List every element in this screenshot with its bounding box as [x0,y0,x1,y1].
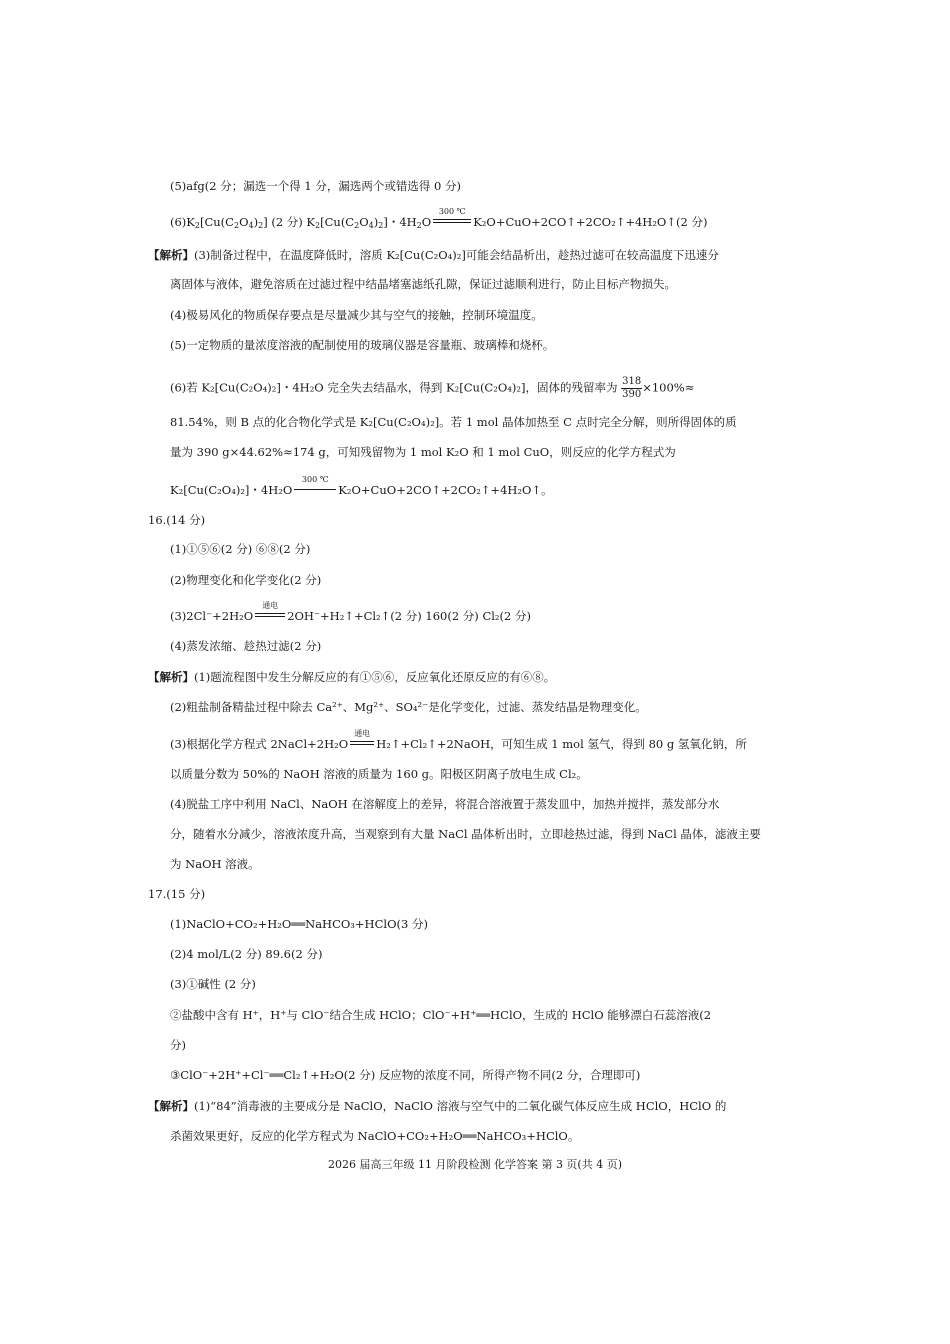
q17-analysis-line2: 杀菌效果更好，反应的化学方程式为 NaClO+CO₂+H₂O══NaHCO₃+HClO。 [170,1129,580,1143]
q15-analysis-line2: 离固体与液体，避免溶质在过滤过程中结晶堵塞滤纸孔隙，保证过滤顺利进行，防止目标产物损失。 [170,277,676,291]
q15-analysis-line7: 量为 390 g×44.62%≈174 g，可知残留物为 1 mol K₂O 和 1 mol CuO，则反应的化学方程式为 [170,445,676,459]
residue-fraction: $\frac{318}{390}$ [622,376,642,400]
q15-analysis-line4: (5)一定物质的量浓度溶液的配制使用的玻璃仪器是容量瓶、玻璃棒和烧杯。 [170,338,555,352]
q16-analysis-line5: (4)脱盐工序中利用 NaCl、NaOH 在溶解度上的差异，将混合溶液置于蒸发皿中，加热并搅拌，蒸发部分水 [170,797,720,811]
analysis-label: 【解析】 [148,248,194,262]
q15-analysis-line3: (4)极易风化的物质保存要点是尽量减少其与空气的接触，控制环境温度。 [170,308,543,322]
q15-analysis-line5: (6)若 K₂[Cu(C₂O₄)₂]・4H₂O 完全失去结晶水，得到 K₂[Cu(C₂O₄)₂]，固体的残留率为 $\frac{318}{390}$ ×100%≈ [170,376,695,400]
reaction-condition: 300 ℃ [292,482,338,498]
q17-analysis-line1: 【解析】(1)“84”消毒液的主要成分是 NaClO，NaClO 溶液与空气中的二氧化碳气体反应生成 HClO，HClO 的 [148,1099,727,1113]
q17-part5: ③ClO⁻+2H⁺+Cl⁻══Cl₂↑+H₂O(2 分) 反应物的浓度不同，所得产物不同(2 分，合理即可) [170,1068,641,1082]
q16-header: 16.(14 分) [148,513,206,527]
q17-part4-cont: 分) [170,1038,186,1052]
q16-part2: (2)物理变化和化学变化(2 分) [170,573,322,587]
q17-part1: (1)NaClO+CO₂+H₂O══NaHCO₃+HClO(3 分) [170,917,428,931]
q17-part4: ②盐酸中含有 H⁺，H⁺与 ClO⁻结合生成 HClO；ClO⁻+H⁺══HClO，生成的 HClO 能够漂白石蕊溶液(2 [170,1008,712,1022]
reaction-condition: 通电 [253,608,287,624]
q15-analysis-line1: 【解析】(3)制备过程中，在温度降低时，溶质 K₂[Cu(C₂O₄)₂]可能会结晶析出，趁热过滤可在较高温度下迅速分 [148,248,719,262]
q16-analysis-line6: 分，随着水分减少，溶液浓度升高，当观察到有大量 NaCl 晶体析出时，立即趁热过滤，得到 NaCl 晶体，滤液主要 [170,827,761,841]
q16-analysis-line7: 为 NaOH 溶液。 [170,857,260,871]
reaction-condition: 通电 [348,736,376,752]
q16-analysis-line1: 【解析】(1)题流程图中发生分解反应的有①⑤⑥，反应氧化还原反应的有⑥⑧。 [148,670,556,684]
q15-analysis-line8: K₂[Cu(C₂O₄)₂]・4H₂O 300 ℃ K₂O+CuO+2CO↑+2CO₂↑+4H₂O↑。 [170,475,553,497]
q17-part2: (2)4 mol/L(2 分) 89.6(2 分) [170,947,323,961]
analysis-label: 【解析】 [148,1099,194,1113]
analysis-label: 【解析】 [148,670,194,684]
page-footer: 2026 届高三年级 11 月阶段检测 化学答案 第 3 页(共 4 页) [327,1158,623,1171]
q16-analysis-line3: (3)根据化学方程式 2NaCl+2H₂O 通电 H₂↑+Cl₂↑+2NaOH，可知生成 1 mol 氢气，得到 80 g 氢氧化钠，所 [170,729,747,751]
q17-part3: (3)①碱性 (2 分) [170,977,256,991]
q16-analysis-line2: (2)粗盐制备精盐过程中除去 Ca²⁺、Mg²⁺、SO₄²⁻是化学变化，过滤、蒸发结晶是物理变化。 [170,700,647,714]
q16-part3: (3)2Cl⁻+2H₂O 通电 2OH⁻+H₂↑+Cl₂↑(2 分) 160(2 分) Cl₂(2 分) [170,601,531,623]
q15-part6: $(6)K_2[Cu(C_2O_4)_2]$ (2 分) $K_2[Cu(C_2O_4)_2]$・$4H_2O$ 300 ℃ K₂O+CuO+2CO↑+2CO₂↑+4H₂O↑(2 分) [170,207,708,230]
q16-analysis-line4: 以质量分数为 50%的 NaOH 溶液的质量为 160 g。阳极区阴离子放电生成 Cl₂。 [170,767,588,781]
q17-header: 17.(15 分) [148,887,206,901]
q15-analysis-line6: 81.54%，则 B 点的化合物化学式是 K₂[Cu(C₂O₄)₂]。若 1 mol 晶体加热至 C 点时完全分解，则所得固体的质 [170,415,737,429]
q16-part4: (4)蒸发浓缩、趁热过滤(2 分) [170,639,322,653]
q16-part1: (1)①⑤⑥(2 分) ⑥⑧(2 分) [170,542,311,556]
reaction-condition: 300 ℃ [431,214,473,230]
q15-part5: (5)afg(2 分；漏选一个得 1 分，漏选两个或错选得 0 分) [170,179,461,193]
